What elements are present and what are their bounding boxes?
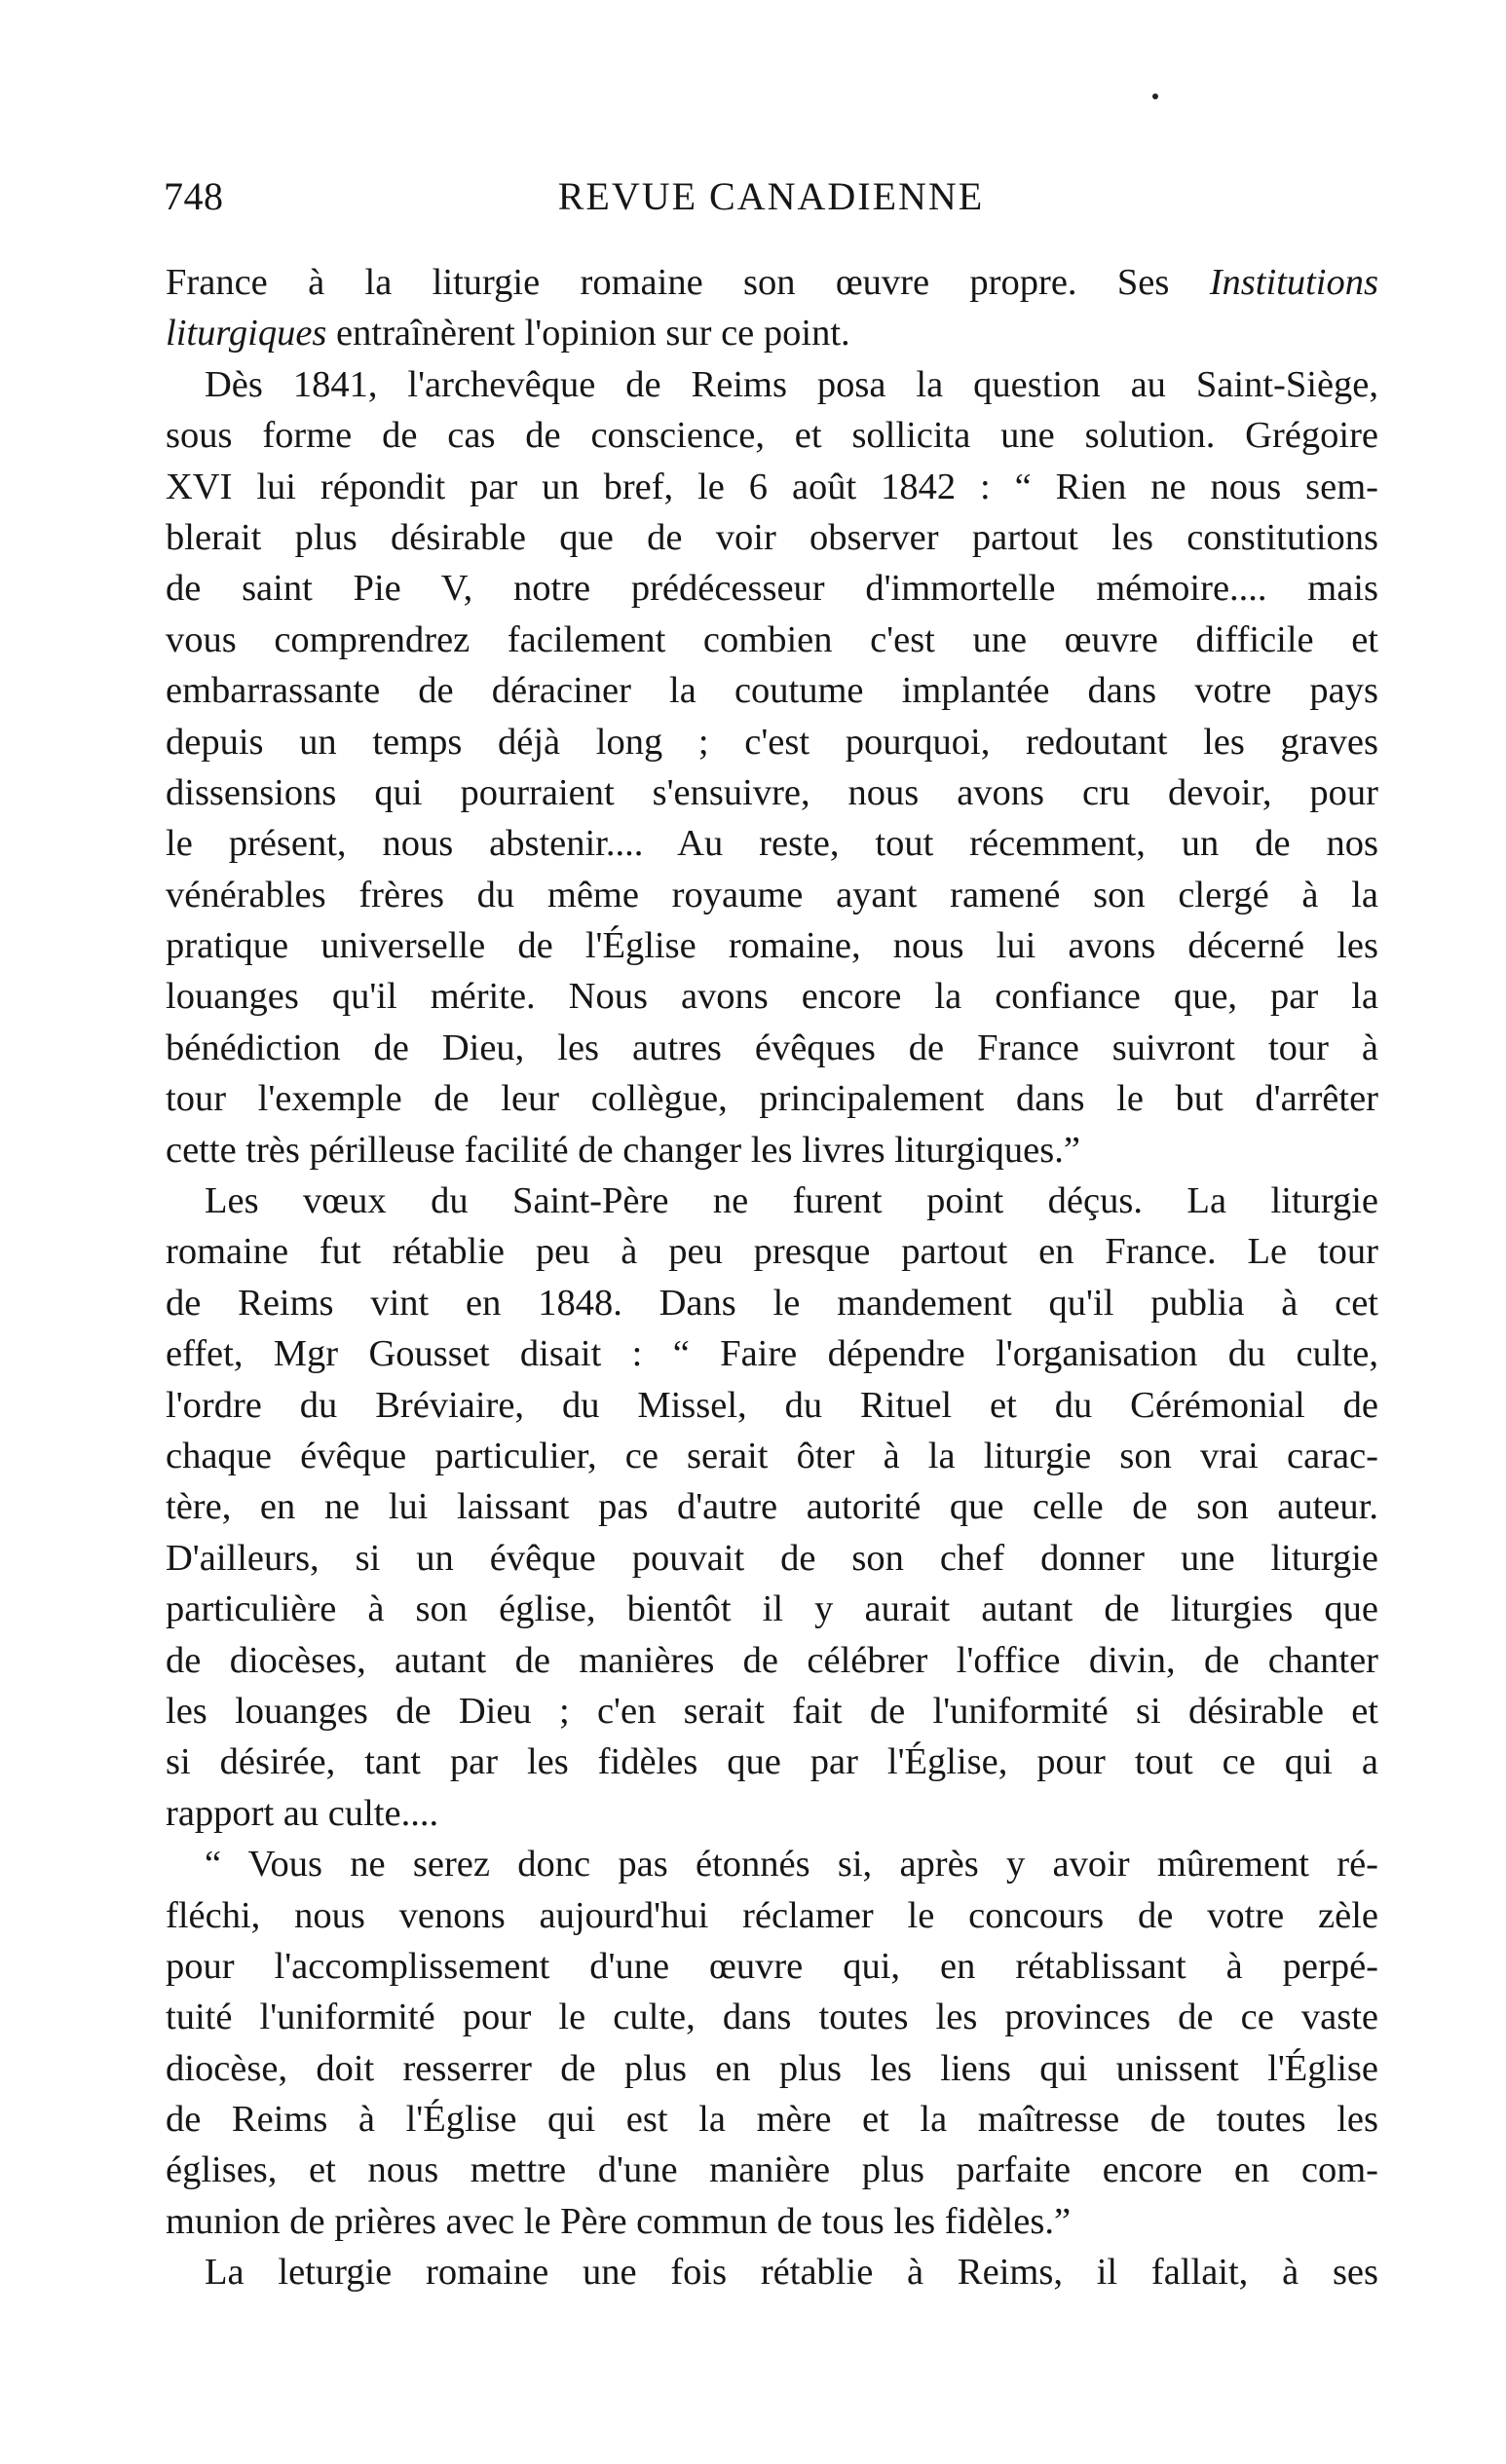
text-line <box>166 1890 1378 1941</box>
text-line <box>166 615 1378 665</box>
text-line <box>166 870 1378 920</box>
text-line <box>166 1839 1378 1889</box>
text-line <box>166 1686 1378 1736</box>
text-run: tuité l'uniformité pour le culte, dans toutes les provinces de ce vaste <box>166 1997 1378 2038</box>
text-line <box>166 717 1378 767</box>
text-line <box>166 410 1378 461</box>
text-line <box>166 1328 1378 1379</box>
text-line <box>166 1431 1378 1481</box>
text-line <box>166 1073 1378 1124</box>
text-run: pour l'accomplissement d'une œuvre qui, en rétablissant à perpé- <box>166 1945 1378 1987</box>
text-line <box>166 1992 1378 2042</box>
text-line <box>166 1380 1378 1431</box>
text-line <box>166 665 1378 716</box>
text-run: effet, Mgr Gousset disait : “ Faire dépendre l'organisation du culte, <box>166 1333 1378 1375</box>
text-run: D'ailleurs, si un évêque pouvait de son chef donner une liturgie <box>166 1537 1378 1579</box>
ink-speck <box>1152 93 1158 99</box>
text-run: tour l'exemple de leur collègue, principalement dans le but d'arrêter <box>166 1078 1378 1120</box>
text-run: France à la liturgie romaine son œuvre propre. Ses <box>166 262 1210 303</box>
text-run: diocèse, doit resserrer de plus en plus les liens qui unissent l'Église <box>166 2047 1378 2089</box>
text-run: de Reims vint en 1848. Dans le mandement qu'il publia à cet <box>166 1282 1378 1324</box>
italic-title: liturgiques <box>166 313 327 355</box>
text-line <box>166 2043 1378 2094</box>
text-line <box>166 2196 1378 2247</box>
text-line <box>166 563 1378 614</box>
text-line <box>166 1533 1378 1584</box>
text-run: pratique universelle de l'Église romaine, nous lui avons décerné les <box>166 925 1378 967</box>
text-run: Les vœux du Saint-Père ne furent point déçus. La liturgie <box>205 1180 1378 1222</box>
text-run: de saint Pie V, notre prédécesseur d'immortelle mémoire.... mais <box>166 568 1378 610</box>
running-title: REVUE CANADIENNE <box>557 174 985 218</box>
text-line <box>166 1481 1378 1532</box>
text-run: particulière à son église, bientôt il y aurait autant de liturgies que <box>166 1588 1378 1630</box>
text-run: tère, en ne lui laissant pas d'autre autorité que celle de son auteur. <box>166 1486 1378 1528</box>
text-line <box>166 1941 1378 1992</box>
text-line <box>166 767 1378 818</box>
text-line <box>166 1635 1378 1686</box>
text-run: blerait plus désirable que de voir observer partout les constitutions <box>166 516 1378 558</box>
text-run: depuis un temps déjà long ; c'est pourquoi, redoutant les graves <box>166 721 1378 763</box>
text-line <box>166 1125 1378 1176</box>
text-run: de diocèses, autant de manières de célébrer l'office divin, de chanter <box>166 1639 1378 1681</box>
text-run: embarrassante de déraciner la coutume implantée dans votre pays <box>166 670 1378 712</box>
text-line <box>166 308 1378 358</box>
text-line <box>166 1736 1378 1787</box>
text-run: vous comprendrez facilement combien c'est une œuvre difficile et <box>166 618 1378 660</box>
text-run: sous forme de cas de conscience, et sollicita une solution. Grégoire <box>166 415 1378 457</box>
text-run: si désirée, tant par les fidèles que par l'Église, pour tout ce qui a <box>166 1741 1378 1783</box>
text-line <box>166 2247 1378 2297</box>
text-run: les louanges de Dieu ; c'en serait fait de l'uniformité si désirable et <box>166 1690 1378 1732</box>
text-line <box>166 818 1378 869</box>
text-run: XVI lui répondit par un bref, le 6 août 1842 : “ Rien ne nous sem- <box>166 466 1378 507</box>
text-run: l'ordre du Bréviaire, du Missel, du Rituel et du Cérémonial de <box>166 1384 1378 1426</box>
body-text <box>166 257 1378 2298</box>
text-line <box>166 2094 1378 2145</box>
text-line <box>166 257 1378 308</box>
text-run: “ Vous ne serez donc pas étonnés si, après y avoir mûrement ré- <box>205 1844 1378 1885</box>
text-run: vénérables frères du même royaume ayant ramené son clergé à la <box>166 874 1378 915</box>
text-line <box>166 1278 1378 1328</box>
text-line <box>166 1226 1378 1277</box>
text-run: dissensions qui pourraient s'ensuivre, nous avons cru devoir, pour <box>166 771 1378 813</box>
text-run: chaque évêque particulier, ce serait ôter à la liturgie son vrai carac- <box>166 1435 1378 1476</box>
text-line <box>166 1584 1378 1634</box>
text-line <box>166 359 1378 410</box>
text-run: entraînèrent l'opinion sur ce point. <box>326 313 850 355</box>
text-line <box>166 2145 1378 2195</box>
text-line <box>166 1176 1378 1226</box>
page-number: 748 <box>164 174 224 218</box>
page-header <box>164 168 1378 226</box>
text-run: le présent, nous abstenir.... Au reste, tout récemment, un de nos <box>166 823 1378 865</box>
text-line <box>166 512 1378 563</box>
text-run: rapport au culte.... <box>166 1792 439 1834</box>
text-run: de Reims à l'Église qui est la mère et la maîtresse de toutes les <box>166 2099 1378 2141</box>
text-run: cette très périlleuse facilité de changer les livres liturgiques.” <box>166 1129 1080 1171</box>
text-run: fléchi, nous venons aujourd'hui réclamer le concours de votre zèle <box>166 1894 1378 1936</box>
text-line <box>166 971 1378 1022</box>
text-run: louanges qu'il mérite. Nous avons encore la confiance que, par la <box>166 976 1378 1018</box>
text-line <box>166 920 1378 971</box>
text-line <box>166 1023 1378 1073</box>
text-run: romaine fut rétablie peu à peu presque partout en France. Le tour <box>166 1231 1378 1273</box>
text-run: Dès 1841, l'archevêque de Reims posa la question au Saint-Siège, <box>205 363 1378 405</box>
text-run: munion de prières avec le Père commun de tous les fidèles.” <box>166 2200 1072 2242</box>
italic-title: Institutions <box>1209 262 1378 303</box>
text-line <box>166 1788 1378 1839</box>
text-line <box>166 462 1378 512</box>
text-run: La leturgie romaine une fois rétablie à Reims, il fallait, à ses <box>205 2252 1378 2294</box>
text-run: églises, et nous mettre d'une manière plus parfaite encore en com- <box>166 2149 1378 2191</box>
text-run: bénédiction de Dieu, les autres évêques de France suivront tour à <box>166 1027 1378 1068</box>
